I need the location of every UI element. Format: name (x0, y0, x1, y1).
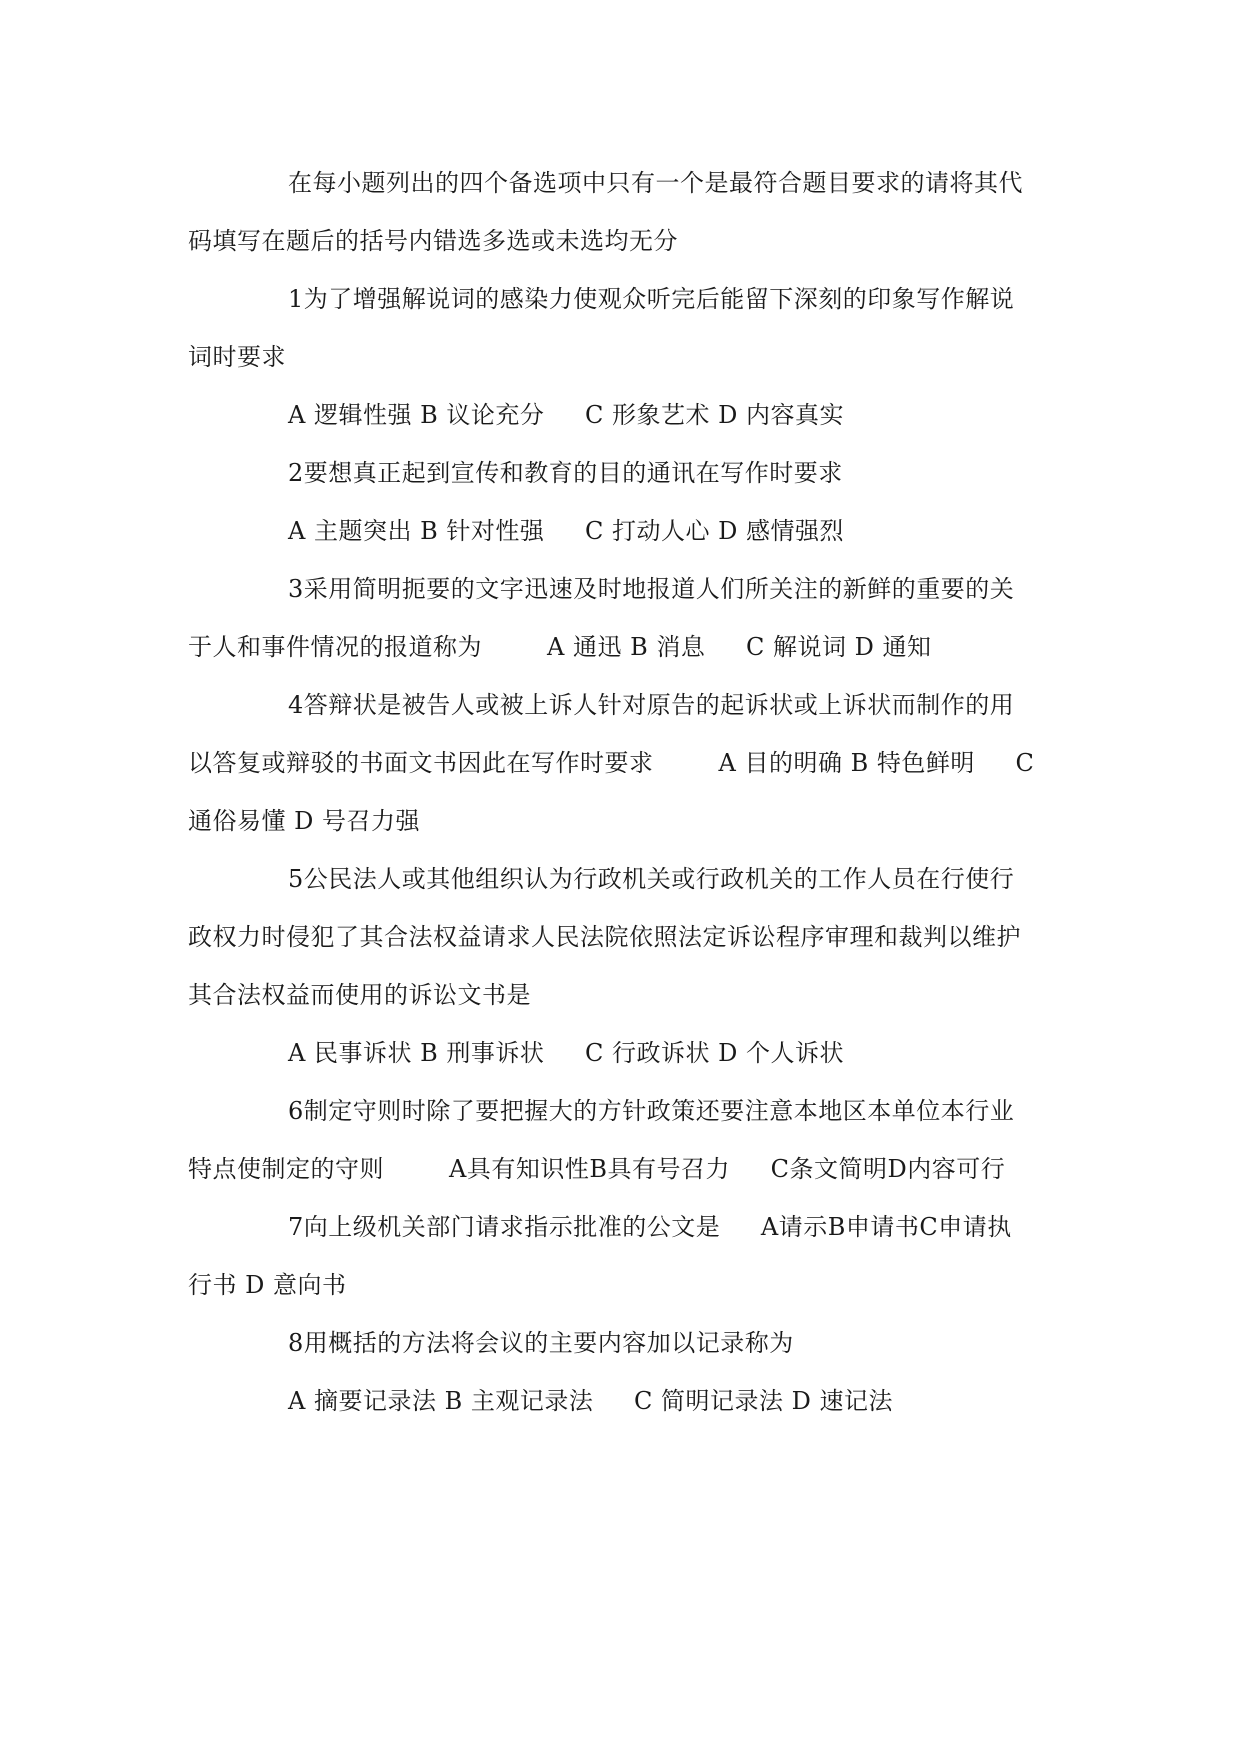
question-4-line-2: 以答复或辩驳的书面文书因此在写作时要求 A 目的明确 B 特色鲜明 C (188, 749, 1035, 777)
question-7-line-2: 行书 D 意向书 (188, 1271, 347, 1299)
question-2-options: A 主题突出 B 针对性强 C 打动人心 D 感情强烈 (288, 517, 844, 545)
question-8-line-1: 8用概括的方法将会议的主要内容加以记录称为 (288, 1329, 794, 1357)
question-4-line-3: 通俗易懂 D 号召力强 (188, 807, 420, 835)
question-5-options: A 民事诉状 B 刑事诉状 C 行政诉状 D 个人诉状 (288, 1039, 844, 1067)
question-5-line-1: 5公民法人或其他组织认为行政机关或行政机关的工作人员在行使行 (288, 865, 1015, 893)
question-6-line-1: 6制定守则时除了要把握大的方针政策还要注意本地区本单位本行业 (288, 1097, 1015, 1125)
question-8-options: A 摘要记录法 B 主观记录法 C 简明记录法 D 速记法 (288, 1387, 893, 1415)
instruction-line-1: 在每小题列出的四个备选项中只有一个是最符合题目要求的请将其代 (288, 169, 1023, 197)
instruction-line-2: 码填写在题后的括号内错选多选或未选均无分 (188, 227, 678, 255)
question-3-line-2: 于人和事件情况的报道称为 A 通迅 B 消息 C 解说词 D 通知 (188, 633, 932, 661)
question-7-line-1: 7向上级机关部门请求指示批准的公文是 A请示B申请书C申请执 (288, 1213, 1012, 1241)
question-2-line-1: 2要想真正起到宣传和教育的目的通讯在写作时要求 (288, 459, 843, 487)
question-5-line-3: 其合法权益而使用的诉讼文书是 (188, 981, 531, 1009)
question-4-line-1: 4答辩状是被告人或被上诉人针对原告的起诉状或上诉状而制作的用 (288, 691, 1015, 719)
question-3-line-1: 3采用简明扼要的文字迅速及时地报道人们所关注的新鲜的重要的关 (288, 575, 1015, 603)
question-1-line-1: 1为了增强解说词的感染力使观众听完后能留下深刻的印象写作解说 (288, 285, 1015, 313)
question-1-line-2: 词时要求 (188, 343, 286, 371)
question-6-line-2: 特点使制定的守则 A具有知识性B具有号召力 C条文简明D内容可行 (188, 1155, 1006, 1183)
question-1-options: A 逻辑性强 B 议论充分 C 形象艺术 D 内容真实 (288, 401, 844, 429)
question-5-line-2: 政权力时侵犯了其合法权益请求人民法院依照法定诉讼程序审理和裁判以维护 (188, 923, 1021, 951)
